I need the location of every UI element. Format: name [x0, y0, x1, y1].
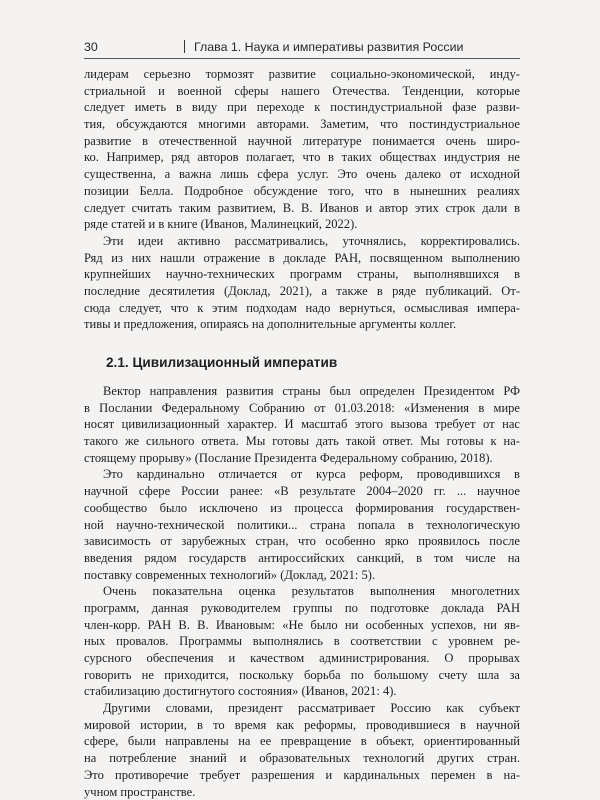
- text-line: говорить не приходится, поскольку борьба по большому счету шла за: [84, 667, 520, 684]
- text-line: Это кардинально отличается от курса реформ, проводившихся в: [84, 466, 520, 483]
- text-line: Это противоречие требует разрешения и кардинальных перемен в на-: [84, 767, 520, 784]
- chapter-title: Глава 1. Наука и императивы развития России: [194, 38, 463, 56]
- text-line: ко. Например, ряд авторов полагает, что в таких обществах индустрия не: [84, 149, 520, 166]
- text-line: существенна, а важна лишь сфера услуг. Это очень далеко от исходной: [84, 166, 520, 183]
- text-line: сурсного обеспечения и качеством администрирования. О прорывах: [84, 650, 520, 667]
- text-line: тивы и предложения, опираясь на дополнительные аргументы коллег.: [84, 316, 520, 333]
- paragraph: [84, 583, 520, 700]
- text-line: носят цивилизационный характер. И масштаб этого вызова требует от нас: [84, 416, 520, 433]
- intro-text: [84, 66, 520, 333]
- text-line: стабилизацию достигнутого состояния» (Иванов, 2021: 4).: [84, 683, 520, 700]
- text-line: крупнейших научно-технических программ страны, выполнявшихся в: [84, 266, 520, 283]
- text-line: сюда следует, что к этим подходам надо вернуться, осмысливая импера-: [84, 300, 520, 317]
- text-line: ряде статей и в книге (Иванов, Малинецкий, 2022).: [84, 216, 520, 233]
- text-line: стриальной и военной сферы нашего Отечества. Тенденции, которые: [84, 83, 520, 100]
- text-line: позиции Белла. Подробное обсуждение того, что в нынешних реалиях: [84, 183, 520, 200]
- text-line: сообщество было исключено из процесса формирования государствен-: [84, 500, 520, 517]
- text-line: развитие в отечественной научной литературе понимается очень широ-: [84, 133, 520, 150]
- text-line: Ряд из них нашли отражение в докладе РАН, посвященном выполнению: [84, 250, 520, 267]
- text-line: Вектор направления развития страны был определен Президентом РФ: [84, 383, 520, 400]
- text-line: лидерам серьезно тормозят развитие социально-экономической, инду-: [84, 66, 520, 83]
- paragraph: [84, 466, 520, 583]
- text-line: ных провалов. Программы выполнялись в соответствии с уровнем ре-: [84, 633, 520, 650]
- text-line: зависимость от зарубежных стран, что особенно ярко проявилось после: [84, 533, 520, 550]
- running-header: [84, 38, 520, 59]
- paragraph: [84, 66, 520, 233]
- page-body: [84, 66, 520, 800]
- section-text: [84, 383, 520, 800]
- text-line: сфере, были направлены на ее превращение в объект, ориентированный: [84, 733, 520, 750]
- text-line: поставку современных технологий» (Доклад, 2021: 5).: [84, 567, 520, 584]
- text-line: учном пространстве.: [84, 784, 520, 800]
- text-line: тия, обсуждаются многими авторами. Заметим, что постиндустриальное: [84, 116, 520, 133]
- text-line: мировой истории, в то время как реформы, проводившиеся в научной: [84, 717, 520, 734]
- text-line: последние десятилетия (Доклад, 2021), а также в ряде публикаций. От-: [84, 283, 520, 300]
- header-separator: [184, 40, 185, 53]
- page-number: 30: [84, 38, 98, 56]
- text-line: Очень показательна оценка результатов выполнения многолетних: [84, 583, 520, 600]
- text-line: научной сфере России ранее: «В результате 2004–2020 гг. ... научное: [84, 483, 520, 500]
- text-line: такого же сильного ответа. Мы готовы дать такой ответ. Мы готовы к на-: [84, 433, 520, 450]
- paragraph: [84, 233, 520, 333]
- text-line: ной научно-технической политики... страна попала в технологическую: [84, 517, 520, 534]
- text-line: введения рядом государств антироссийских санкций, в том числе на: [84, 550, 520, 567]
- text-line: Эти идеи активно рассматривались, уточнялись, корректировались.: [84, 233, 520, 250]
- text-line: стоящему прорыву» (Послание Президента Федеральному собранию, 2018).: [84, 450, 520, 467]
- text-line: следует иметь в виду при переходе к постиндустриальной фазе разви-: [84, 99, 520, 116]
- text-line: член-корр. РАН В. В. Ивановым: «Не было ни особенных успехов, ни яв-: [84, 617, 520, 634]
- text-line: программ, данная руководителем группы по подготовке доклада РАН: [84, 600, 520, 617]
- text-line: в Послании Федеральному Собранию от 01.03.2018: «Изменения в мире: [84, 400, 520, 417]
- text-line: на потребление знаний и образовательных технологий других стран.: [84, 750, 520, 767]
- paragraph: [84, 383, 520, 466]
- section-heading: 2.1. Цивилизационный императив: [106, 354, 520, 371]
- text-line: Другими словами, президент рассматривает Россию как субъект: [84, 700, 520, 717]
- text-line: следует считать таким развитием, В. В. Иванов и автор этих строк дали в: [84, 200, 520, 217]
- paragraph: [84, 700, 520, 800]
